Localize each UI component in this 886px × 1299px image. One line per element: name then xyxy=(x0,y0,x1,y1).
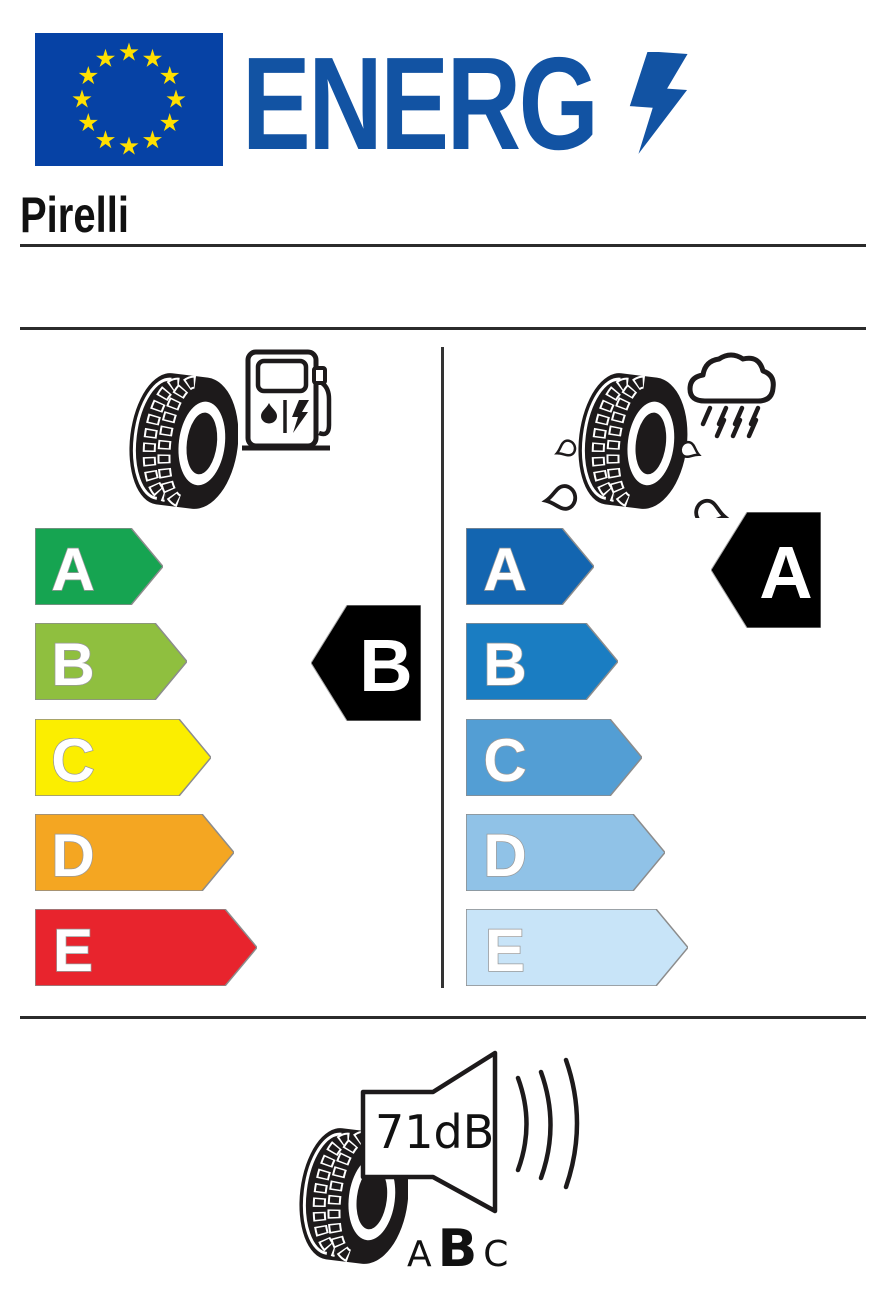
brand-name: Pirelli xyxy=(20,187,129,243)
svg-text:B: B xyxy=(483,631,527,698)
noise-class-b: B xyxy=(437,1219,478,1279)
eu-flag-icon xyxy=(35,33,223,166)
tire-icon xyxy=(126,369,238,514)
energy-logo-text: ENERG xyxy=(242,30,597,177)
noise-class-c: C xyxy=(483,1234,509,1275)
wet-grip-indicator xyxy=(711,512,821,628)
svg-text:B: B xyxy=(359,624,413,707)
divider-middle xyxy=(20,327,866,330)
rating-arrow xyxy=(466,909,688,986)
svg-text:D: D xyxy=(51,822,95,889)
rating-arrow xyxy=(35,528,163,605)
lightning-bolt-icon xyxy=(620,52,694,156)
noise-class-a: A xyxy=(407,1234,432,1275)
svg-text:C: C xyxy=(483,727,527,794)
fuel-rating-indicator xyxy=(311,605,421,721)
rating-arrow xyxy=(35,623,187,700)
rating-arrow xyxy=(35,719,211,796)
rain-drops-icon xyxy=(703,408,758,436)
rain-cloud-icon xyxy=(680,348,780,443)
svg-text:D: D xyxy=(483,822,527,889)
svg-text:A: A xyxy=(483,536,527,603)
rating-arrow xyxy=(466,814,665,891)
svg-text:B: B xyxy=(51,631,95,698)
svg-text:A: A xyxy=(759,531,813,614)
svg-text:A: A xyxy=(51,536,95,603)
fuel-pump-icon xyxy=(240,348,332,454)
rating-arrow xyxy=(35,909,257,986)
svg-text:E: E xyxy=(52,917,94,984)
rating-arrow xyxy=(466,528,594,605)
noise-class-row xyxy=(407,1219,509,1279)
rating-arrow xyxy=(35,814,234,891)
rating-arrow xyxy=(466,719,642,796)
sound-waves-icon xyxy=(518,1060,577,1187)
svg-text:C: C xyxy=(51,727,95,794)
divider-bottom xyxy=(20,1016,866,1019)
divider-top xyxy=(20,244,866,247)
column-divider xyxy=(441,347,444,988)
rating-arrow xyxy=(466,623,618,700)
noise-value: 71dB xyxy=(375,1105,495,1159)
speaker-icon xyxy=(360,1046,595,1218)
svg-text:E: E xyxy=(484,917,526,984)
